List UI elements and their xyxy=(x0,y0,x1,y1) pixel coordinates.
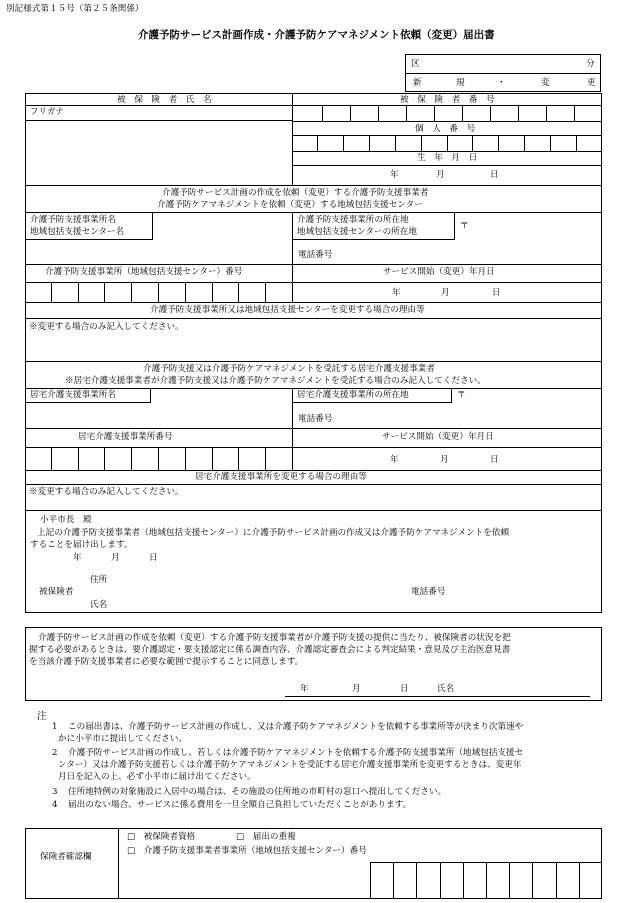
homecare-reason-note: ※変更する場合のみ記入してください。 xyxy=(29,487,184,497)
prevention-start-day: 日 xyxy=(492,288,501,298)
homecare-address: 居宅介護支援事業所の所在地 xyxy=(297,390,409,400)
consent-day: 日 xyxy=(400,684,409,694)
confirm-check-insured-status[interactable]: □ 被保険者資格 xyxy=(127,832,196,842)
note-1-line-b: かに小平市に提出してください。 xyxy=(58,734,187,744)
prevention-start-month: 月 xyxy=(441,288,450,298)
confirm-check-office-number[interactable]: □ 介護予防支援事業者事業所（地域包括支援センター）番号 xyxy=(127,846,367,856)
note-1-number: 1 xyxy=(52,722,58,732)
homecare-office-number-cells[interactable] xyxy=(25,447,292,470)
consent-name: 氏名 xyxy=(437,684,455,694)
homecare-reason-header: 居宅介護支援事業所を変更する場合の理由等 xyxy=(195,472,367,482)
note-4-text: 届出のない場合、サービスに係る費用を一旦全額自己負担していただくことがあります。 xyxy=(68,800,412,810)
prevention-header-2: 介護予防ケアマネジメントを依頼（変更）する地域包括支援センター xyxy=(157,200,423,210)
homecare-header-1: 介護予防支援又は介護予防ケアマネジメントを受託する居宅介護支援事業者 xyxy=(143,364,435,374)
homecare-office-name: 居宅介護支援事業所名 xyxy=(30,390,116,400)
addressee: 小平市長 殿 xyxy=(40,515,92,525)
note-3-number: 3 xyxy=(52,787,58,797)
homecare-start-day: 日 xyxy=(490,455,499,465)
kubun-change-b[interactable]: 更 xyxy=(587,78,596,88)
form-number: 別記様式第１５号（第２５条関係） xyxy=(6,4,144,14)
prevention-header-1: 介護予防サービス計画の作成を依頼（変更）する介護予防支援事業者 xyxy=(162,188,429,198)
homecare-postal: 〒 xyxy=(457,390,466,400)
note-1-line-a: この届出書は、介護予防サービス計画の作成し、又は介護予防ケアマネジメントを依頼する事業所等が決まり次第速や xyxy=(68,722,524,732)
declaration-body-2: することを届け出します。 xyxy=(30,540,133,550)
prevention-address-1: 介護予防支援事業所の所在地 xyxy=(297,215,409,225)
kubun-change-a[interactable]: 変 xyxy=(541,78,550,88)
kubun-new-b[interactable]: 規 xyxy=(456,78,465,88)
note-4-number: 4 xyxy=(52,800,58,810)
confirm-number-cells[interactable] xyxy=(370,862,602,899)
birth-month: 月 xyxy=(436,170,445,180)
homecare-phone: 電話番号 xyxy=(298,414,333,424)
kubun-label-right: 分 xyxy=(586,59,595,69)
prevention-office-name-1: 介護予防支援事業所名 xyxy=(30,215,116,225)
note-2-line-a: 介護予防サービス計画の作成し、若しくは介護予防ケアマネジメントを依頼する介護予防支援事業所（地域包括支援セ xyxy=(68,748,524,758)
notes-heading: 注 xyxy=(37,711,47,722)
insured-number-header: 被 保 険 者 番 号 xyxy=(400,95,495,105)
insured-number-cells[interactable] xyxy=(322,105,602,121)
personal-number-label: 個 人 番 号 xyxy=(415,124,476,134)
homecare-header-2: ※居宅介護支援事業者が介護予防支援又は介護予防ケアマネジメントを受託する場合のみ記入してください。 xyxy=(65,376,486,386)
birth-day: 日 xyxy=(490,170,499,180)
consent-month: 月 xyxy=(352,684,361,694)
insured-name-header: 被 保 険 者 氏 名 xyxy=(117,95,212,105)
kubun-label: 区 xyxy=(411,59,420,69)
homecare-start-month: 月 xyxy=(440,455,449,465)
declaration-address: 住所 xyxy=(90,575,108,585)
note-3-text: 住所地特例の対象施設に入居中の場合は、その施設の住所地の市町村の窓口へ提出してください。 xyxy=(68,787,447,797)
confirm-label: 保険者確認欄 xyxy=(40,852,92,862)
homecare-service-start: サービス開始（変更）年月日 xyxy=(382,432,494,442)
declaration-name: 氏名 xyxy=(90,600,108,610)
prevention-reason-header: 介護予防支援事業所又は地域包括支援センターを変更する場合の理由等 xyxy=(150,305,425,315)
declaration-year: 年 xyxy=(73,553,82,563)
birthdate-label: 生 年 月 日 xyxy=(417,153,478,163)
note-2-line-c: 月日を記入の上、必ず小平市に届け出てください。 xyxy=(58,772,256,782)
personal-number-cells[interactable] xyxy=(292,135,602,151)
homecare-office-number-label: 居宅介護支援事業所番号 xyxy=(78,432,173,442)
declaration-phone: 電話番号 xyxy=(411,587,446,597)
confirm-check-duplicate[interactable]: □ 届出の重複 xyxy=(236,832,296,842)
prevention-postal: 〒 xyxy=(460,221,469,231)
declaration-month: 月 xyxy=(111,553,120,563)
prevention-office-number-label: 介護予防支援事業所（地域包括支援センター）番号 xyxy=(45,267,243,277)
prevention-address-2: 地域包括支援センターの所在地 xyxy=(297,227,417,237)
note-2-number: 2 xyxy=(52,748,58,758)
declaration-insured: 被保険者 xyxy=(39,587,74,597)
kubun-new-a[interactable]: 新 xyxy=(413,78,422,88)
homecare-start-year: 年 xyxy=(390,455,399,465)
prevention-start-year: 年 xyxy=(392,288,401,298)
birth-year: 年 xyxy=(390,170,399,180)
prevention-office-number-cells[interactable] xyxy=(25,282,292,302)
prevention-phone: 電話番号 xyxy=(298,250,333,260)
prevention-reason-note: ※変更する場合のみ記入してください。 xyxy=(29,322,184,332)
prevention-office-name-2: 地域包括支援センター名 xyxy=(30,227,125,237)
page-title: 介護予防サービス計画作成・介護予防ケアマネジメント依頼（変更）届出書 xyxy=(138,29,495,41)
consent-year: 年 xyxy=(300,684,309,694)
consent-line-1: 介護予防サービス計画の作成を依頼（変更）する介護予防支援事業者が介護予防支援の提供に当たり、被保険者の状況を把 xyxy=(38,633,511,643)
declaration-body: 上記の介護予防支援事業者（地域包括支援センター）に介護予防サービス計画の作成又は介護予防ケアマネジメントを依頼 xyxy=(37,528,510,538)
prevention-service-start: サービス開始（変更）年月日 xyxy=(383,267,495,277)
note-2-line-b: ンター）又は介護予防支援若しくは介護予防ケアマネジメントを受託する居宅介護支援事業所を変更するときは、変更年 xyxy=(58,760,522,770)
declaration-day: 日 xyxy=(149,553,158,563)
consent-line-3: を当該介護予防支援事業者に必要な範囲で提示することに同意します。 xyxy=(29,657,304,667)
furigana-label: フリガナ xyxy=(30,107,64,117)
kubun-separator: ・ xyxy=(497,78,506,88)
consent-line-2: 握する必要があるときは、要介護認定・要支援認定に係る調査内容、介護認定審査会による判定結果・意見及び主治医意見書 xyxy=(29,645,511,655)
